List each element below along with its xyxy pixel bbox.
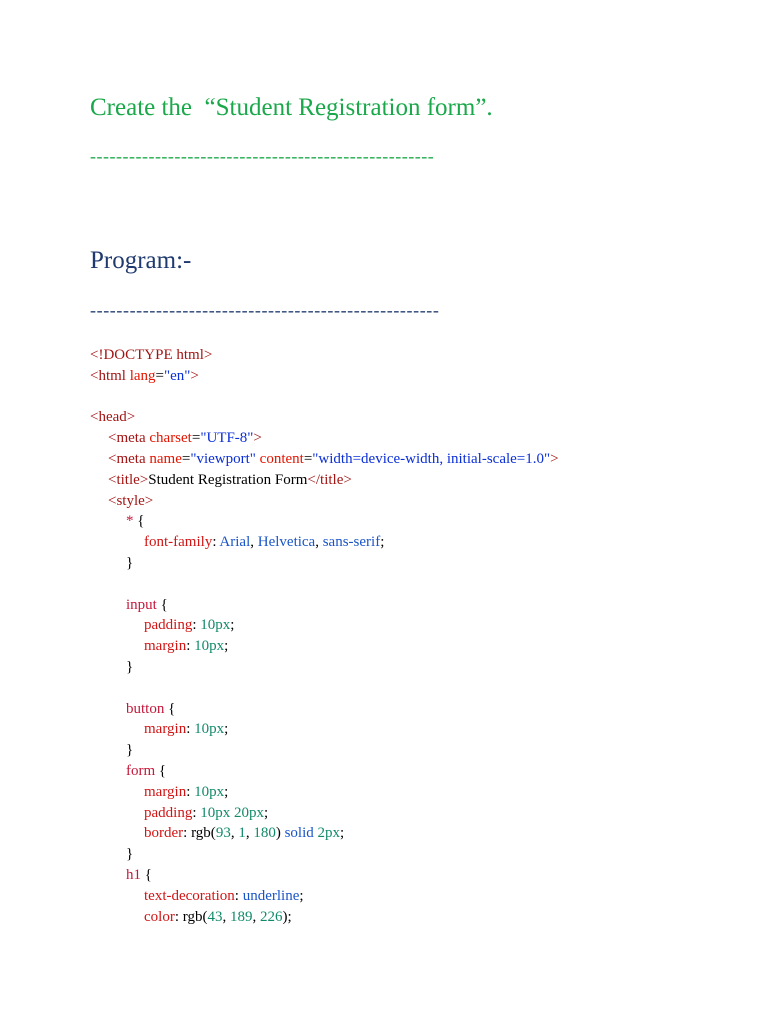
brace-open: { xyxy=(160,596,168,613)
css-number: 1 xyxy=(238,825,246,842)
css-selector: input xyxy=(126,596,161,613)
code-line xyxy=(90,428,750,449)
css-number: 180 xyxy=(253,825,276,842)
code-line xyxy=(90,886,750,907)
css-comma: , xyxy=(252,908,260,925)
code-line xyxy=(90,449,750,470)
code-line xyxy=(90,553,750,574)
css-semicolon: ; xyxy=(224,638,229,655)
css-value: sans-serif xyxy=(322,534,381,551)
heading-divider: ----------------------------------------------------- xyxy=(90,146,435,166)
css-number: 10px xyxy=(194,721,225,738)
page-heading: Create the “Student Registration form”. xyxy=(90,94,493,121)
css-comma: , xyxy=(245,825,254,842)
brace-close: } xyxy=(126,742,134,759)
tag-close: > xyxy=(550,450,559,467)
css-colon: : xyxy=(192,617,201,634)
css-semicolon: ; xyxy=(264,804,269,821)
attr-value: "viewport" xyxy=(190,450,256,467)
css-comma: , xyxy=(230,825,239,842)
tag-close: > xyxy=(190,367,199,384)
attr-equals: = xyxy=(303,450,313,467)
css-semicolon: ; xyxy=(299,887,304,904)
css-function: rgb( xyxy=(182,908,208,925)
css-value: Helvetica xyxy=(257,534,316,551)
css-colon: : xyxy=(174,908,183,925)
css-semicolon: ; xyxy=(230,617,235,634)
css-property: color xyxy=(144,908,175,925)
attr-value: "width=device-width, initial-scale=1.0" xyxy=(312,450,551,467)
css-comma: , xyxy=(250,534,258,551)
css-colon: : xyxy=(234,887,243,904)
attr-name: lang xyxy=(129,367,156,384)
css-number: 226 xyxy=(259,908,283,925)
attr-equals: = xyxy=(155,367,165,384)
css-comma: , xyxy=(222,908,230,925)
brace-open: { xyxy=(144,866,152,883)
css-function: rgb( xyxy=(191,825,216,842)
css-keyword: solid xyxy=(284,825,314,842)
css-value: Arial xyxy=(219,534,251,551)
brace-close: } xyxy=(126,554,134,571)
css-keyword: underline xyxy=(242,887,300,904)
css-property: font-family xyxy=(144,534,213,551)
css-number: 10px 20px xyxy=(200,804,264,821)
code-line xyxy=(90,740,750,761)
attr-name: charset xyxy=(149,430,192,447)
code-line xyxy=(90,907,750,928)
attr-name: name xyxy=(149,450,182,467)
css-paren: ); xyxy=(282,908,292,925)
code-line xyxy=(90,803,750,824)
attr-value: "en" xyxy=(164,367,191,384)
brace-open: { xyxy=(158,762,167,779)
css-semicolon: ; xyxy=(224,783,229,800)
code-line xyxy=(90,865,750,886)
code-line xyxy=(90,532,750,553)
code-line xyxy=(90,615,750,636)
code-line xyxy=(90,719,750,740)
code-line xyxy=(90,657,750,678)
code-blank-line xyxy=(90,387,750,408)
css-selector: * xyxy=(126,513,138,530)
css-selector: button xyxy=(126,700,169,717)
css-colon: : xyxy=(186,783,195,800)
code-line xyxy=(90,699,750,720)
code-line xyxy=(90,844,750,865)
attr-equals: = xyxy=(191,430,201,447)
code-line xyxy=(90,407,750,428)
css-number: 10px xyxy=(194,783,225,800)
code-line xyxy=(90,491,750,512)
attr-equals: = xyxy=(181,450,191,467)
css-number: 43 xyxy=(207,908,223,925)
css-colon: : xyxy=(192,804,201,821)
css-colon: : xyxy=(186,721,195,738)
css-colon: : xyxy=(183,825,192,842)
title-open-tag: <title> xyxy=(108,471,149,488)
css-selector: h1 xyxy=(126,866,145,883)
css-property: text-decoration xyxy=(144,887,235,904)
css-property: margin xyxy=(144,721,187,738)
style-tag: <style> xyxy=(108,492,154,509)
css-number: 10px xyxy=(200,617,231,634)
code-line xyxy=(90,761,750,782)
code-blank-line xyxy=(90,678,750,699)
doctype-tag: <!DOCTYPE html> xyxy=(90,347,213,363)
css-number: 189 xyxy=(229,908,253,925)
code-line xyxy=(90,470,750,491)
program-divider: ----------------------------------------------------- xyxy=(90,300,440,320)
brace-close: } xyxy=(126,846,134,863)
code-line xyxy=(90,595,750,616)
html-open-tag: <html xyxy=(90,367,126,384)
code-line xyxy=(90,782,750,803)
css-property: border xyxy=(144,825,184,842)
code-line xyxy=(90,345,750,366)
css-semicolon: ; xyxy=(340,825,345,842)
code-line xyxy=(90,511,750,532)
css-property: padding xyxy=(144,617,193,634)
css-number: 10px xyxy=(194,638,225,655)
title-text: Student Registration Form xyxy=(148,471,308,488)
brace-close: } xyxy=(126,658,134,675)
css-selector: form xyxy=(126,762,159,779)
attr-value: "UTF-8" xyxy=(200,430,254,447)
css-colon: : xyxy=(212,534,220,551)
css-number: 2px xyxy=(317,825,340,842)
css-comma: , xyxy=(315,534,323,551)
code-listing xyxy=(90,345,750,927)
css-property: padding xyxy=(144,804,193,821)
css-semicolon: ; xyxy=(224,721,229,738)
tag-close: > xyxy=(253,430,262,447)
code-line xyxy=(90,823,750,844)
css-number: 93 xyxy=(215,825,231,842)
code-line xyxy=(90,636,750,657)
attr-name: content xyxy=(259,450,304,467)
head-tag: <head> xyxy=(90,409,136,426)
css-property: margin xyxy=(144,783,187,800)
css-semicolon: ; xyxy=(380,534,385,551)
brace-open: { xyxy=(137,513,145,530)
css-property: margin xyxy=(144,638,187,655)
meta-open-tag: <meta xyxy=(108,450,146,467)
title-close-tag: </title> xyxy=(307,471,352,488)
code-blank-line xyxy=(90,574,750,595)
meta-open-tag: <meta xyxy=(108,430,146,447)
brace-open: { xyxy=(168,700,176,717)
css-paren: ) xyxy=(275,825,285,842)
code-line xyxy=(90,366,750,387)
program-heading: Program:- xyxy=(90,247,192,274)
css-colon: : xyxy=(186,638,195,655)
